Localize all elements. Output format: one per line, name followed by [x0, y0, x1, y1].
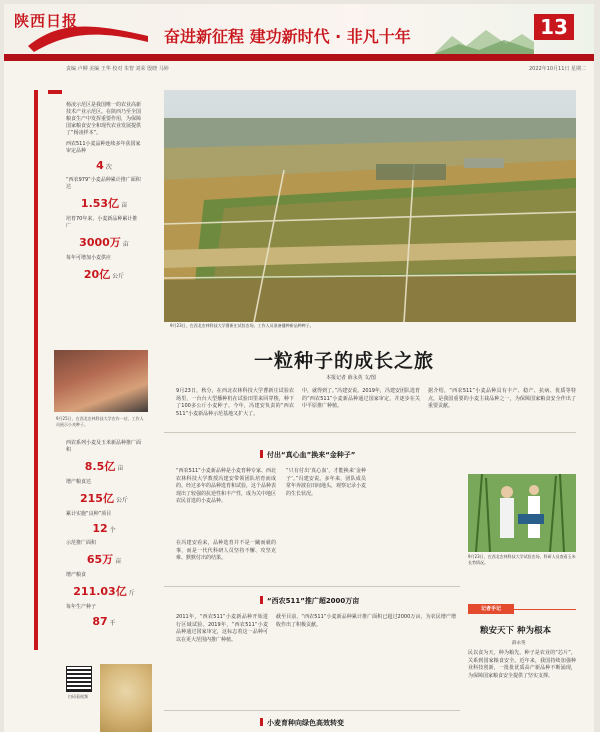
reporter-note-body: 民以食为天，种为粮先。种子是农业的“芯片”，关系到国家粮食安全。近年来，我国持续加强种业科技创新，一批批优质高产新品种不断涌现，为保障国家粮食安全提供了坚实支撑。 [468, 650, 576, 679]
decorative-number-one-top [48, 90, 62, 124]
subhead-seed: 付出“真心血”换来“金种子” [260, 450, 355, 460]
article-paragraph: 在冯建安看来，品种选育并不是一蹴而就的事，而是一代代科研人员坚持不懈、攻坚克难、默默付出的结果。 [176, 540, 276, 561]
stat-label: 示范推广面积 [66, 540, 97, 546]
corn-field-illustration [468, 474, 576, 552]
left-info-column-lower [66, 440, 142, 633]
tag-rule [514, 609, 576, 610]
stat-value: 20亿 公斤 [83, 268, 125, 281]
main-photo-caption: 9月23日，在西北农林科技大学曹新庄试验农场，工作人员准备播种新品种种子。 [170, 323, 314, 328]
article-paragraph: 9月23日，秋分，在西北农林科技大学曹新庄试验农场里，一台台大型播种机在试验田里来回穿梭，种下了100多公斤小麦种子。今年，冯建安负责的“西农511”小麦新品种示范基地又扩大了。 [176, 388, 294, 417]
article-paragraph: 据介绍，“西农511”小麦品种具有丰产、稳产、抗病、优质等特点，是我国重要的小麦主栽品种之一，为保障国家粮食安全作出了重要贡献。 [428, 388, 576, 409]
aerial-field-photo [164, 90, 576, 322]
stat-label: 培育70年来，小麦新品种累计推广 [66, 216, 138, 229]
left-intro: 杨凌示范区是我国唯一的农业高新技术产业示范区。在陕西乃至全国粮食生产中发挥重要作用，为保障国家粮食安全和现代农业发展提供了“杨凌样本”。 [66, 102, 142, 136]
article-byline: 本报记者 薛永英 文/图 [326, 375, 376, 381]
subhead-marker [260, 450, 263, 458]
article-paragraph: “只有付出‘真心血’，才能换来‘金种子’。”冯建安说。多年来，团队成员常年奔波在田间地头，观察记录小麦的生长状况。 [286, 468, 367, 497]
stat-value: 4 次 [96, 159, 112, 172]
header-rule [4, 54, 594, 61]
article-paragraph: 截至目前，“西农511”小麦新品种累计推广面积已超过2000万亩，为农民增产增收作出了积极贡献。 [276, 614, 456, 628]
stat-value: 12 个 [92, 522, 116, 535]
stat-label: “西农979”小麦品种累计推广面积达 [66, 177, 141, 190]
subhead-marker [260, 718, 263, 726]
reporter-note-tag: 记者手记 [468, 604, 514, 614]
dateline-editors: 责编 卢柳 美编 王华 校对 朱智 刘荣 殷晓 马婷 [66, 66, 169, 72]
stat-value: 87 千 [92, 615, 116, 628]
page-banner [4, 4, 594, 54]
banner-slogan: 奋进新征程 建功新时代 · 非凡十年 [164, 27, 411, 46]
stat-label: 每年可增加小麦供应 [66, 255, 112, 261]
stat-label: 增产粮食 [66, 572, 87, 578]
qr-code[interactable] [66, 666, 92, 692]
subhead-marker [260, 596, 263, 604]
stat-value: 65万 亩 [86, 553, 122, 566]
stat-label: 每年生产种子 [66, 604, 97, 610]
article-paragraph: 中，就得到了。”冯建安说。2019年，冯建安团队选育的“西农511”小麦新品种通过国家审定，并逐步在关中平原推广种植。 [302, 388, 420, 409]
article-paragraph: 2011年，“西农511”小麦新品种开始进行区域试验。2019年，“西农511”小麦品种通过国家审定，这标志着这一品种可以在更大范围内推广种植。 [176, 614, 268, 643]
aerial-field-illustration [164, 90, 576, 322]
section-divider [164, 710, 460, 711]
newspaper-page [4, 4, 594, 732]
right-photo-caption: 9月23日，在西北农林科技大学试验农场，科研人员查看玉米长势情况。 [468, 554, 576, 565]
section-divider [164, 432, 576, 433]
stat-value: 3000万 亩 [79, 236, 129, 249]
newspaper-logo: 陕西日报 [14, 12, 79, 30]
dateline [66, 65, 586, 75]
qr-caption: 扫码看视频 [68, 694, 88, 699]
stat-value: 215亿 公斤 [80, 492, 128, 505]
stat-label: 西农511小麦品种连续多年获国家审定品种 [66, 141, 141, 154]
left-photo-caption: 9月25日，在西北农林科技大学农作一站，工作人员展示小麦种子。 [56, 416, 144, 427]
article-paragraph: “西农511”小麦新品种是小麦育种专家、西北农林科技大学教授冯建安带领团队培育而成的。经过多年的品种选育和试验，这个品种表现出了较强的抗逆性和丰产性，成为关中地区农民首选的小麦品种。 [176, 468, 277, 504]
reporter-note-title: 粮安天下 种为根本 [480, 626, 551, 636]
subhead-green-breeding: 小麦育种向绿色高效转变 [260, 718, 344, 728]
stat-label: 增产粮食达 [66, 479, 92, 485]
hills-decoration [434, 24, 534, 54]
stat-label: 西农系列小麦及玉米新品种推广面积 [66, 440, 142, 453]
seed-worker-photo [54, 350, 148, 412]
section-divider [164, 586, 460, 587]
dateline-date: 2022年10月11日 星期二 [528, 66, 586, 72]
stat-value: 211.03亿 斤 [73, 585, 135, 598]
reporter-note-author: 薛永英 [512, 641, 526, 646]
page-number: 13 [534, 14, 574, 40]
corn-field-photo [468, 474, 576, 552]
left-info-column [66, 102, 142, 287]
subhead-promotion: “西农511”推广超2000万亩 [260, 596, 359, 606]
stat-label: 累计实施“良种”项目 [66, 511, 112, 517]
article-headline: 一粒种子的成长之旅 [254, 350, 435, 372]
grain-photo [100, 664, 152, 732]
stat-value: 8.5亿 亩 [84, 460, 124, 473]
stat-value: 1.53亿 亩 [80, 197, 128, 210]
